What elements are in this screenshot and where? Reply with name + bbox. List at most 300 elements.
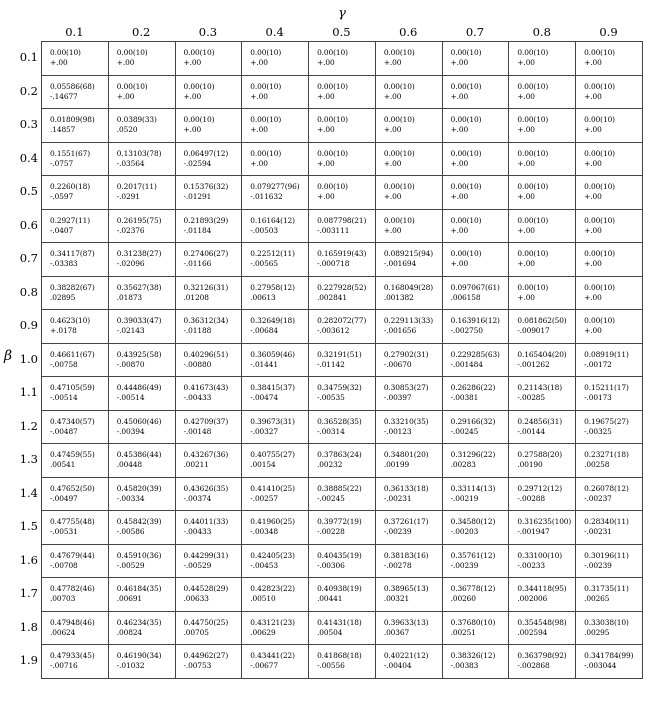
cell-value: 0.39673(31) [250, 416, 295, 426]
table-cell [375, 377, 442, 411]
cell-correction: +.00 [250, 91, 268, 101]
table-cell [442, 578, 509, 612]
table-cell [375, 611, 442, 645]
cell-correction: .00441 [317, 594, 343, 604]
cell-correction: -.02096 [116, 259, 145, 269]
cell-correction: +.00 [450, 225, 469, 235]
gamma-header-cell: 0.4 [265, 25, 284, 39]
table-cell [309, 444, 376, 478]
table-cell [442, 611, 509, 645]
gamma-header-cell: 0.9 [599, 25, 618, 39]
table-cell [175, 42, 242, 76]
cell-correction: -.00233 [517, 560, 546, 570]
cell-correction: +.00 [450, 58, 469, 68]
cell-value: 0.00(10) [517, 81, 549, 91]
cell-value: 0.01809(98) [50, 115, 95, 125]
table-cell [242, 544, 309, 578]
cell-value: 0.38415(37) [250, 383, 295, 393]
cell-correction: -.00257 [250, 493, 278, 503]
cell-value: 0.00(10) [383, 81, 415, 91]
table-row [42, 511, 643, 545]
cell-correction: -.01032 [116, 661, 145, 671]
cell-value: 0.05586(68) [50, 81, 95, 91]
cell-correction: -.00327 [250, 426, 278, 436]
cell-correction: -.00556 [317, 661, 345, 671]
table-cell [108, 343, 175, 377]
cell-correction: -.00870 [116, 359, 145, 369]
table-cell [509, 42, 576, 76]
table-cell [442, 42, 509, 76]
table-cell [309, 343, 376, 377]
cell-correction: -.02376 [116, 225, 145, 235]
table-cell [509, 645, 576, 679]
cell-value: 0.36059(46) [250, 349, 295, 359]
column-header [41, 24, 642, 40]
cell-value: 0.29166(32) [450, 416, 496, 426]
cell-value: 0.00(10) [584, 115, 615, 125]
cell-value: 0.00(10) [450, 81, 482, 91]
cell-correction: +.00 [584, 192, 602, 202]
cell-correction: -.0597 [50, 192, 74, 202]
table-cell [42, 42, 109, 76]
cell-correction: -.03564 [116, 158, 145, 168]
cell-value: 0.46611(67) [50, 349, 95, 359]
table-cell [242, 444, 309, 478]
cell-value: 0.33038(10) [584, 617, 629, 627]
cell-value: 0.282072(77) [317, 316, 367, 326]
cell-correction: +.00 [450, 158, 469, 168]
cell-correction: .00824 [116, 627, 143, 637]
cell-value: 0.27406(27) [183, 249, 229, 259]
cell-value: 0.08919(11) [584, 349, 629, 359]
table-cell [242, 42, 309, 76]
cell-value: 0.34580(12) [450, 517, 496, 527]
cell-correction: -.00325 [584, 426, 612, 436]
table-cell [242, 578, 309, 612]
cell-correction: -.00503 [250, 225, 278, 235]
table-cell [42, 209, 109, 243]
cell-correction: .001382 [383, 292, 414, 302]
table-cell [509, 377, 576, 411]
cell-value: 0.47933(45) [50, 651, 95, 661]
cell-correction: -.00374 [183, 493, 212, 503]
table-cell [309, 42, 376, 76]
table-row [42, 209, 643, 243]
table-cell [108, 477, 175, 511]
cell-value: 0.45386(44) [116, 450, 162, 460]
table-cell [108, 243, 175, 277]
table-cell [242, 75, 309, 109]
cell-correction: +.00 [383, 58, 402, 68]
cell-correction: -.00586 [116, 527, 145, 537]
table-cell [309, 209, 376, 243]
cell-correction: +.00 [450, 192, 469, 202]
cell-correction: -.00753 [183, 661, 212, 671]
table-cell [442, 645, 509, 679]
table-cell [375, 109, 442, 143]
table-cell [242, 410, 309, 444]
beta-header-cell: 1.5 [19, 519, 38, 533]
beta-header-cell: 0.4 [19, 150, 38, 165]
table-cell [576, 544, 643, 578]
cell-correction: .00504 [317, 627, 343, 637]
table-cell [42, 176, 109, 210]
table-cell [375, 310, 442, 344]
cell-correction: +.00 [116, 91, 135, 101]
cell-value: 0.38965(13) [383, 584, 429, 594]
table-cell [576, 444, 643, 478]
cell-value: 0.38282(67) [50, 282, 95, 292]
table-cell [375, 544, 442, 578]
cell-correction: +.00 [584, 225, 602, 235]
cell-value: 0.26286(22) [450, 383, 496, 393]
row-header [16, 41, 38, 678]
table-cell [108, 511, 175, 545]
cell-value: 0.30853(27) [383, 383, 429, 393]
table-cell [576, 176, 643, 210]
table-cell [175, 477, 242, 511]
cell-value: 0.23271(18) [584, 450, 629, 460]
cell-value: 0.33114(13) [450, 483, 496, 493]
cell-value: 0.00(10) [50, 48, 81, 58]
table-row [42, 310, 643, 344]
cell-value: 0.40221(12) [383, 651, 429, 661]
table-row [42, 176, 643, 210]
beta-header-cell: 0.7 [19, 251, 38, 265]
table-cell [108, 377, 175, 411]
cell-value: 0.27902(31) [383, 349, 429, 359]
cell-value: 0.33100(10) [517, 550, 562, 560]
table-cell [108, 209, 175, 243]
cell-correction: -.003044 [584, 661, 617, 671]
table-cell [108, 645, 175, 679]
beta-header-cell: 1.6 [19, 552, 38, 567]
cell-correction: +.00 [383, 192, 402, 202]
cell-value: 0.00(10) [450, 249, 482, 259]
cell-correction: -.00239 [584, 560, 612, 570]
cell-value: 0.31296(22) [450, 450, 496, 460]
table-cell [175, 410, 242, 444]
beta-header-cell: 1.4 [19, 485, 38, 500]
cell-correction: .00190 [517, 460, 543, 470]
cell-correction: -.00334 [116, 493, 145, 503]
table-cell [175, 75, 242, 109]
cell-value: 0.44299(31) [183, 550, 229, 560]
cell-value: 0.27958(12) [250, 282, 295, 292]
cell-correction: +.00 [584, 292, 602, 302]
table-cell [442, 209, 509, 243]
table-cell [42, 444, 109, 478]
cell-correction: -.00397 [383, 393, 412, 403]
table-row [42, 109, 643, 143]
cell-value: 0.00(10) [317, 182, 348, 192]
cell-value: 0.38885(22) [317, 483, 362, 493]
cell-correction: .00295 [584, 627, 610, 637]
cell-value: 0.00(10) [450, 182, 482, 192]
cell-correction: -.0407 [50, 225, 74, 235]
gamma-axis-label: γ [338, 6, 346, 21]
cell-correction: -.001947 [517, 527, 550, 537]
table-cell [442, 343, 509, 377]
cell-correction: -.00172 [584, 359, 612, 369]
cell-correction: -.00173 [584, 393, 612, 403]
cell-correction: +.00 [450, 259, 469, 269]
cell-value: 0.341784(99) [584, 651, 634, 661]
cell-correction: +.00 [517, 292, 535, 302]
cell-correction: -.00535 [317, 393, 345, 403]
table-cell [375, 142, 442, 176]
table-cell [375, 176, 442, 210]
table-cell [108, 410, 175, 444]
cell-correction: -.00228 [317, 527, 345, 537]
cell-value: 0.15376(32) [183, 182, 229, 192]
table-cell [42, 75, 109, 109]
cell-value: 0.00(10) [450, 115, 482, 125]
cell-correction: +.00 [517, 192, 535, 202]
cell-value: 0.30196(11) [584, 550, 629, 560]
cell-value: 0.47105(59) [50, 383, 95, 393]
table-row [42, 75, 643, 109]
cell-correction: -.00239 [383, 527, 412, 537]
cell-value: 0.4623(10) [50, 316, 91, 326]
cell-correction: .006158 [450, 292, 481, 302]
cell-value: 0.41410(25) [250, 483, 295, 493]
table-cell [175, 511, 242, 545]
table-cell [442, 176, 509, 210]
table-row [42, 42, 643, 76]
cell-correction: +.00 [183, 125, 202, 135]
table-cell [375, 511, 442, 545]
cell-correction: +.00 [517, 259, 535, 269]
cell-correction: -.00237 [584, 493, 612, 503]
cell-correction: +.00 [183, 58, 202, 68]
table-cell [242, 176, 309, 210]
table-cell [509, 176, 576, 210]
table-cell [442, 75, 509, 109]
cell-correction: -.00708 [50, 560, 78, 570]
cell-correction: -.00677 [250, 661, 278, 671]
cell-correction: +.00 [383, 158, 402, 168]
cell-correction: -.00404 [383, 661, 412, 671]
cell-value: 0.00(10) [517, 48, 549, 58]
table-cell [576, 310, 643, 344]
cell-value: 0.00(10) [317, 148, 348, 158]
cell-value: 0.2927(11) [50, 215, 91, 225]
cell-value: 0.227928(52) [317, 282, 367, 292]
cell-value: 0.27588(20) [517, 450, 562, 460]
cell-value: 0.163916(12) [450, 316, 500, 326]
cell-correction: +.00 [450, 91, 469, 101]
cell-value: 0.32126(31) [183, 282, 229, 292]
table-cell [242, 511, 309, 545]
table-cell [375, 410, 442, 444]
cell-value: 0.168049(28) [383, 282, 434, 292]
cell-value: 0.38326(12) [450, 651, 496, 661]
table-cell [375, 75, 442, 109]
beta-header-cell: 1.2 [19, 418, 38, 433]
table-cell [576, 377, 643, 411]
beta-header-cell: 0.5 [19, 184, 38, 198]
cell-value: 0.31238(27) [116, 249, 162, 259]
cell-correction: .00705 [183, 627, 209, 637]
table-cell [509, 544, 576, 578]
cell-correction: +.00 [50, 58, 68, 68]
table-cell [42, 511, 109, 545]
cell-correction: -.14677 [50, 91, 78, 101]
table-cell [108, 276, 175, 310]
cell-correction: +.00 [317, 125, 335, 135]
cell-correction: +.00 [584, 326, 602, 336]
cell-value: 0.36133(18) [383, 483, 429, 493]
cell-correction: +.00 [317, 91, 335, 101]
cell-correction: .00691 [116, 594, 143, 604]
cell-correction: .00283 [450, 460, 476, 470]
cell-correction: .00199 [383, 460, 410, 470]
beta-header-cell: 1.0 [19, 351, 38, 366]
cell-value: 0.00(10) [584, 182, 615, 192]
cell-value: 0.47782(46) [50, 584, 95, 594]
cell-correction: -.001262 [517, 359, 550, 369]
table-cell [442, 444, 509, 478]
cell-value: 0.0389(33) [116, 115, 157, 125]
cell-correction: -.00394 [116, 426, 145, 436]
cell-value: 0.42405(23) [250, 550, 295, 560]
table-cell [442, 544, 509, 578]
cell-value: 0.16164(12) [250, 215, 295, 225]
table-cell [309, 310, 376, 344]
table-cell [242, 209, 309, 243]
cell-value: 0.00(10) [317, 48, 348, 58]
cell-correction: -.001484 [450, 359, 483, 369]
cell-value: 0.29712(12) [517, 483, 562, 493]
cell-value: 0.26078(12) [584, 483, 629, 493]
table-cell [442, 142, 509, 176]
beta-header-cell: 1.1 [19, 385, 38, 399]
table-cell [509, 209, 576, 243]
cell-value: 0.00(10) [183, 81, 215, 91]
cell-value: 0.089215(94) [383, 249, 434, 259]
beta-header-cell: 1.8 [19, 619, 38, 634]
table-row [42, 276, 643, 310]
cell-value: 0.00(10) [584, 316, 615, 326]
cell-value: 0.46190(34) [116, 651, 162, 661]
cell-value: 0.00(10) [383, 148, 415, 158]
cell-correction: .02895 [50, 292, 76, 302]
cell-correction: -.00433 [183, 393, 212, 403]
table-cell [309, 611, 376, 645]
table-cell [42, 410, 109, 444]
table-cell [108, 75, 175, 109]
table-cell [42, 645, 109, 679]
table-cell [175, 142, 242, 176]
cell-value: 0.19675(27) [584, 416, 629, 426]
table-cell [509, 109, 576, 143]
cell-correction: -.011632 [250, 192, 283, 202]
cell-value: 0.39633(13) [383, 617, 429, 627]
gamma-header-cell: 0.6 [399, 25, 418, 39]
table-cell [108, 444, 175, 478]
cell-correction: -.00231 [383, 493, 412, 503]
table-cell [175, 243, 242, 277]
cell-correction: -.01184 [183, 225, 212, 235]
cell-correction: .00260 [450, 594, 476, 604]
table-row [42, 243, 643, 277]
beta-header-cell: 0.8 [19, 284, 38, 299]
cell-correction: -.01188 [183, 326, 212, 336]
cell-correction: -.00219 [450, 493, 479, 503]
cell-value: 0.36528(35) [317, 416, 362, 426]
cell-value: 0.229285(63) [450, 349, 500, 359]
cell-value: 0.00(10) [383, 48, 415, 58]
cell-correction: +.00 [183, 91, 202, 101]
cell-value: 0.00(10) [517, 115, 549, 125]
cell-correction: -.003111 [317, 225, 350, 235]
cell-correction: -.02594 [183, 158, 212, 168]
cell-correction: .00211 [183, 460, 209, 470]
cell-value: 0.00(10) [250, 48, 282, 58]
cell-value: 0.37863(24) [317, 450, 362, 460]
table-cell [576, 645, 643, 679]
table-cell [108, 544, 175, 578]
table-row [42, 410, 643, 444]
cell-value: 0.40296(51) [183, 349, 229, 359]
cell-value: 0.00(10) [584, 215, 615, 225]
table-cell [576, 343, 643, 377]
table-cell [509, 142, 576, 176]
table-cell [309, 142, 376, 176]
cell-correction: -.009017 [517, 326, 550, 336]
table-cell [509, 611, 576, 645]
table-cell [375, 209, 442, 243]
table-cell [375, 343, 442, 377]
cell-correction: +.00 [383, 225, 402, 235]
cell-correction: -.01291 [183, 192, 212, 202]
cell-correction: -.00529 [116, 560, 145, 570]
table-row [42, 142, 643, 176]
cell-correction: +.00 [517, 225, 535, 235]
cell-value: 0.00(10) [250, 81, 282, 91]
cell-value: 0.316235(100) [517, 517, 572, 527]
table-cell [309, 578, 376, 612]
cell-correction: +.00 [450, 125, 469, 135]
cell-value: 0.39033(47) [116, 316, 162, 326]
cell-value: 0.45910(36) [116, 550, 162, 560]
table-cell [175, 611, 242, 645]
cell-correction: +.00 [517, 158, 535, 168]
table-cell [242, 477, 309, 511]
cell-correction: .00633 [183, 594, 209, 604]
table-cell [42, 243, 109, 277]
table-cell [509, 276, 576, 310]
cell-correction: -.01166 [183, 259, 212, 269]
cell-value: 0.21893(29) [183, 215, 229, 225]
table-cell [108, 142, 175, 176]
cell-value: 0.165919(43) [317, 249, 367, 259]
table-cell [108, 42, 175, 76]
cell-correction: .00251 [450, 627, 476, 637]
cell-value: 0.00(10) [517, 249, 549, 259]
cell-value: 0.47652(50) [50, 483, 95, 493]
table-cell [576, 209, 643, 243]
table-cell [242, 109, 309, 143]
cell-value: 0.39772(19) [317, 517, 362, 527]
table-cell [108, 109, 175, 143]
beta-header-cell: 1.7 [19, 586, 38, 600]
cell-value: 0.00(10) [183, 48, 215, 58]
cell-correction: +.00 [584, 91, 602, 101]
cell-correction: -.00497 [50, 493, 78, 503]
table-cell [42, 377, 109, 411]
